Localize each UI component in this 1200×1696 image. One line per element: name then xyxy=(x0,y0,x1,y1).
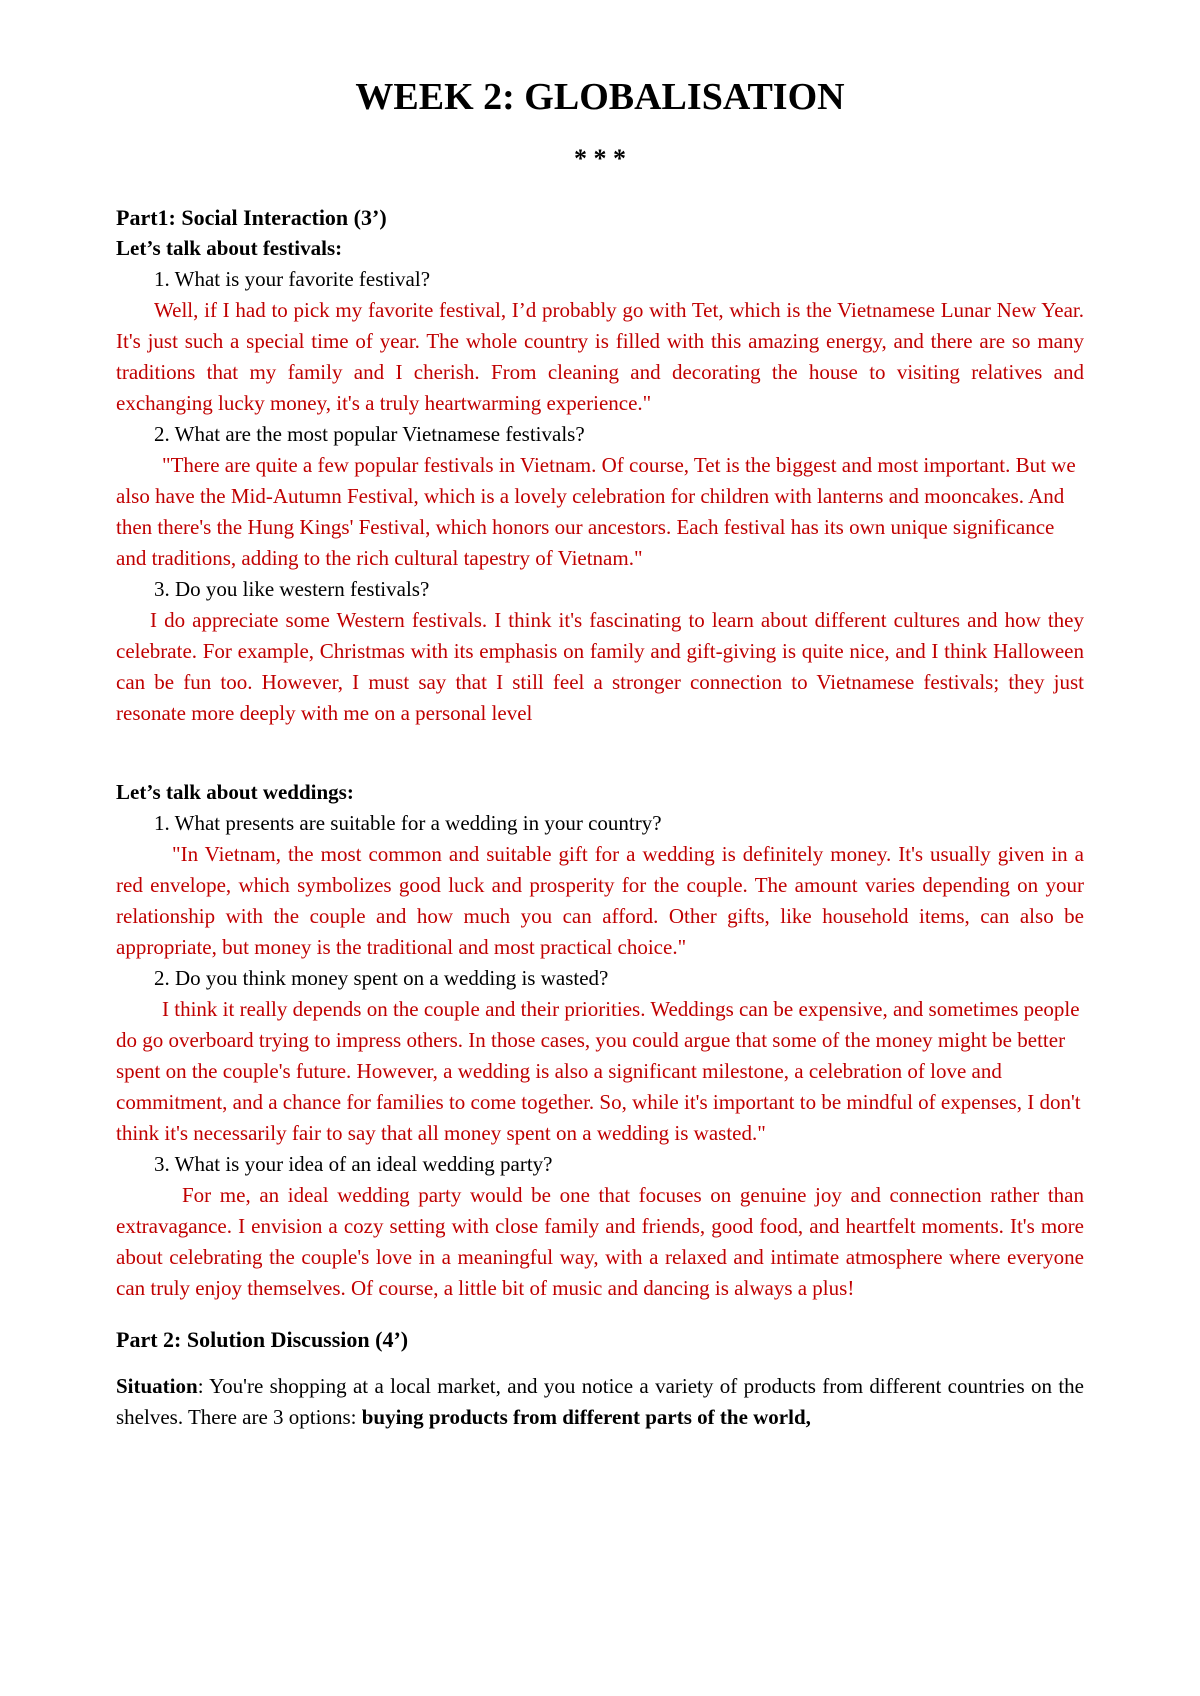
weddings-heading: Let’s talk about weddings: xyxy=(116,780,354,804)
situation-options: buying products from different parts of the world, xyxy=(361,1405,811,1429)
situation-paragraph xyxy=(116,1371,1084,1433)
wedding-answer-2: I think it really depends on the couple and their priorities. Weddings can be expensive, and sometimes people do go overboard trying to impress others. In those cases, you could argue that some of the money might be better spent on the couple's future. However, a wedding is also a significant milestone, a celebration of love and commitment, and a chance for families to come together. So, while it's important to be mindful of expenses, I don't think it's necessarily fair to say that all money spent on a wedding is wasted." xyxy=(116,997,1081,1145)
wedding-answer-3: For me, an ideal wedding party would be one that focuses on genuine joy and connection rather than extravagance. I envision a cozy setting with close family and friends, good food, and heartfelt moments. It's more about celebrating the couple's love in a meaningful way, with a relaxed and intimate atmosphere where everyone can truly enjoy themselves. Of course, a little bit of music and dancing is always a plus! xyxy=(116,1183,1084,1300)
festival-question-1: 1. What is your favorite festival? xyxy=(154,267,431,291)
part2-title: Part 2: Solution Discussion (4’) xyxy=(116,1327,409,1352)
festival-question-2: 2. What are the most popular Vietnamese festivals? xyxy=(154,422,585,446)
festival-answer-1: Well, if I had to pick my favorite festival, I’d probably go with Tet, which is the Vietnamese Lunar New Year. It's just such a special time of year. The whole country is filled with this amazing energy, and there are so many traditions that my family and I cherish. From cleaning and decorating the house to visiting relatives and exchanging lucky money, it's a truly heartwarming experience." xyxy=(116,298,1084,415)
title-separator: * * * xyxy=(574,144,626,173)
page-title: WEEK 2: GLOBALISATION xyxy=(355,76,845,118)
festival-answer-3: I do appreciate some Western festivals. I think it's fascinating to learn about different cultures and how they celebrate. For example, Christmas with its emphasis on family and gift-giving is quite nice, and I think Halloween can be fun too. However, I must say that I still feel a stronger connection to Vietnamese festivals; they just resonate more deeply with me on a personal level xyxy=(116,608,1084,725)
wedding-answer-1: "In Vietnam, the most common and suitable gift for a wedding is definitely money. It's usually given in a red envelope, which symbolizes good luck and prosperity for the couple. The amount varies depending on your relationship with the couple and how much you can afford. Other gifts, like household items, can also be appropriate, but money is the traditional and most practical choice." xyxy=(116,842,1084,959)
festival-question-3: 3. Do you like western festivals? xyxy=(154,577,430,601)
wedding-question-2: 2. Do you think money spent on a wedding is wasted? xyxy=(154,966,609,990)
festival-answer-2: "There are quite a few popular festivals in Vietnam. Of course, Tet is the biggest and most important. But we also have the Mid-Autumn Festival, which is a lovely celebration for children with lanterns and mooncakes. And then there's the Hung Kings' Festival, which honors our ancestors. Each festival has its own unique significance and traditions, adding to the rich cultural tapestry of Vietnam." xyxy=(116,453,1076,570)
wedding-question-1: 1. What presents are suitable for a wedding in your country? xyxy=(154,811,662,835)
festivals-heading: Let’s talk about festivals: xyxy=(116,236,343,260)
situation-label: Situation xyxy=(116,1374,198,1398)
part1-title: Part1: Social Interaction (3’) xyxy=(116,205,387,230)
situation-text: : You're shopping at a local market, and you notice a variety of products from different countries on the shelves. There are 3 options: xyxy=(116,1374,1084,1429)
wedding-question-3: 3. What is your idea of an ideal wedding party? xyxy=(154,1152,553,1176)
